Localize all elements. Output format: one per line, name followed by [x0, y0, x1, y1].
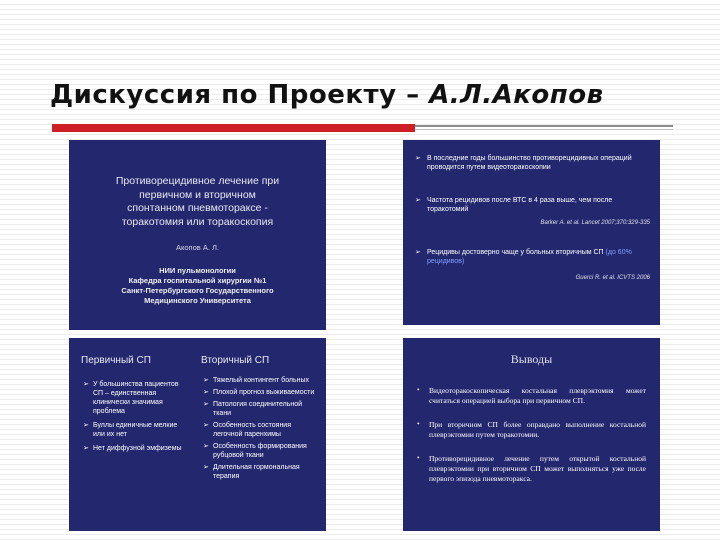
- list-item: [203, 400, 318, 418]
- slide1-title: [81, 175, 314, 229]
- slide3-col1-header: Первичный СП: [81, 355, 151, 366]
- arrow-bullet-icon: ➢: [83, 445, 89, 452]
- slide4-list: [417, 386, 646, 498]
- slide4-item-text: Противорецидивное лечение путем открытой костальной плеврэктомии при вторичном СП может выполняться уже после первого эпизода пневмоторакса.: [429, 454, 646, 483]
- list-item: [415, 154, 650, 172]
- dot-bullet-icon: •: [417, 453, 420, 462]
- slide-thumbnail-comparison: [69, 338, 326, 531]
- arrow-bullet-icon: ➢: [203, 401, 209, 408]
- slide1-title-line: торакотомия или торакоскопия: [121, 215, 274, 228]
- slide1-title-line: спонтанном пневмотораксе -: [127, 202, 268, 214]
- arrow-bullet-icon: ➢: [203, 464, 209, 471]
- slide2-reference: Guerci R. et al. ICVTS 2006: [575, 275, 650, 281]
- slide2-list: [415, 154, 650, 283]
- list-item: [203, 388, 318, 397]
- dot-bullet-icon: •: [417, 419, 420, 428]
- list-item: [417, 454, 646, 484]
- dot-bullet-icon: •: [417, 385, 420, 394]
- list-item: [417, 386, 646, 406]
- arrow-bullet-icon: ➢: [203, 377, 209, 384]
- slide1-title-line: Противорецидивное лечение при: [115, 175, 280, 187]
- list-item: [417, 420, 646, 440]
- slide4-item-text: Видеоторакоскопическая костальная плеврэктомия может считаться операцией выбора при первичном СП.: [429, 386, 646, 405]
- title-underline-red: [52, 124, 415, 132]
- list-item: [415, 248, 650, 283]
- slide3-col1-list: [83, 380, 183, 458]
- slide1-author: Акопов А. Л.: [175, 243, 219, 252]
- slide-thumbnail-title: [69, 140, 326, 330]
- list-item: [83, 421, 183, 439]
- title-underline-grey: [415, 125, 673, 127]
- slide1-title-line: первичном и вторичном: [139, 188, 256, 201]
- arrow-bullet-icon: ➢: [415, 155, 421, 162]
- slide3-item-text: Длительная гормональная терапия: [213, 464, 300, 480]
- slide3-item-text: Патология соединительной ткани: [213, 401, 303, 417]
- slide2-reference: Barker A. et al. Lancet 2007;370:329-335: [540, 220, 650, 226]
- slide3-col2-header: Вторичный СП: [201, 355, 270, 366]
- slide1-institution-line: Кафедра госпитальной хирургии №1: [128, 276, 267, 285]
- page-title-author: А.Л.Акопов: [429, 80, 604, 110]
- list-item: [203, 463, 318, 481]
- page-title-main: Дискуссия по Проекту –: [50, 80, 430, 110]
- slide1-institution-line: Санкт-Петербургского Государственного: [121, 286, 274, 295]
- slide3-item-text: Нет диффузной эмфиземы: [93, 445, 182, 452]
- list-item: [203, 421, 318, 439]
- slide-thumbnail-conclusions: [403, 338, 660, 531]
- slide1-institution: [81, 266, 314, 306]
- arrow-bullet-icon: ➢: [203, 422, 209, 429]
- slide3-col2-list: [203, 376, 318, 484]
- list-item: [415, 196, 650, 228]
- slide2-item-text: В последние годы большинство противорецидивных операций проводится путем видеоторакоскопии: [427, 155, 632, 171]
- list-item: [83, 444, 183, 453]
- slide3-item-text: Тяжелый контингент больных: [213, 377, 310, 384]
- slide3-item-text: Буллы единичные мелкие или их нет: [93, 422, 178, 438]
- slide3-item-text: Плохой прогноз выживаемости: [213, 389, 315, 396]
- arrow-bullet-icon: ➢: [415, 249, 421, 256]
- arrow-bullet-icon: ➢: [203, 389, 209, 396]
- slide3-item-text: У большинства пациентов СП – единственная клинически значимая проблема: [93, 381, 179, 415]
- arrow-bullet-icon: ➢: [83, 381, 89, 388]
- slide4-item-text: При вторичном СП более оправдано выполнение костальной плеврэктомии путем торакотомии.: [429, 420, 646, 439]
- arrow-bullet-icon: ➢: [203, 443, 209, 450]
- list-item: [83, 380, 183, 416]
- slide2-highlight: (до 60% рецидивов): [427, 249, 632, 265]
- slide-thumbnail-statistics: [403, 140, 660, 325]
- list-item: [203, 376, 318, 385]
- arrow-bullet-icon: ➢: [83, 422, 89, 429]
- slide1-institution-line: НИИ пульмонологии: [159, 266, 236, 275]
- title-underline-grey-thin: [415, 129, 673, 130]
- slide3-item-text: Особенность состояния легочной паренхимы: [213, 422, 292, 438]
- slide2-item-text: Рецидивы достоверно чаще у больных вторичным СП: [427, 249, 606, 256]
- slide3-item-text: Особенность формирования рубцовой ткани: [213, 443, 307, 459]
- page-title: [50, 80, 604, 110]
- list-item: [203, 442, 318, 460]
- arrow-bullet-icon: ➢: [415, 197, 421, 204]
- slide2-item-text: Частота рецидивов после ВТС в 4 раза выше, чем после торакотомий: [427, 197, 613, 213]
- slide4-title: Выводы: [510, 352, 553, 366]
- slide1-institution-line: Медицинского Университета: [144, 296, 251, 305]
